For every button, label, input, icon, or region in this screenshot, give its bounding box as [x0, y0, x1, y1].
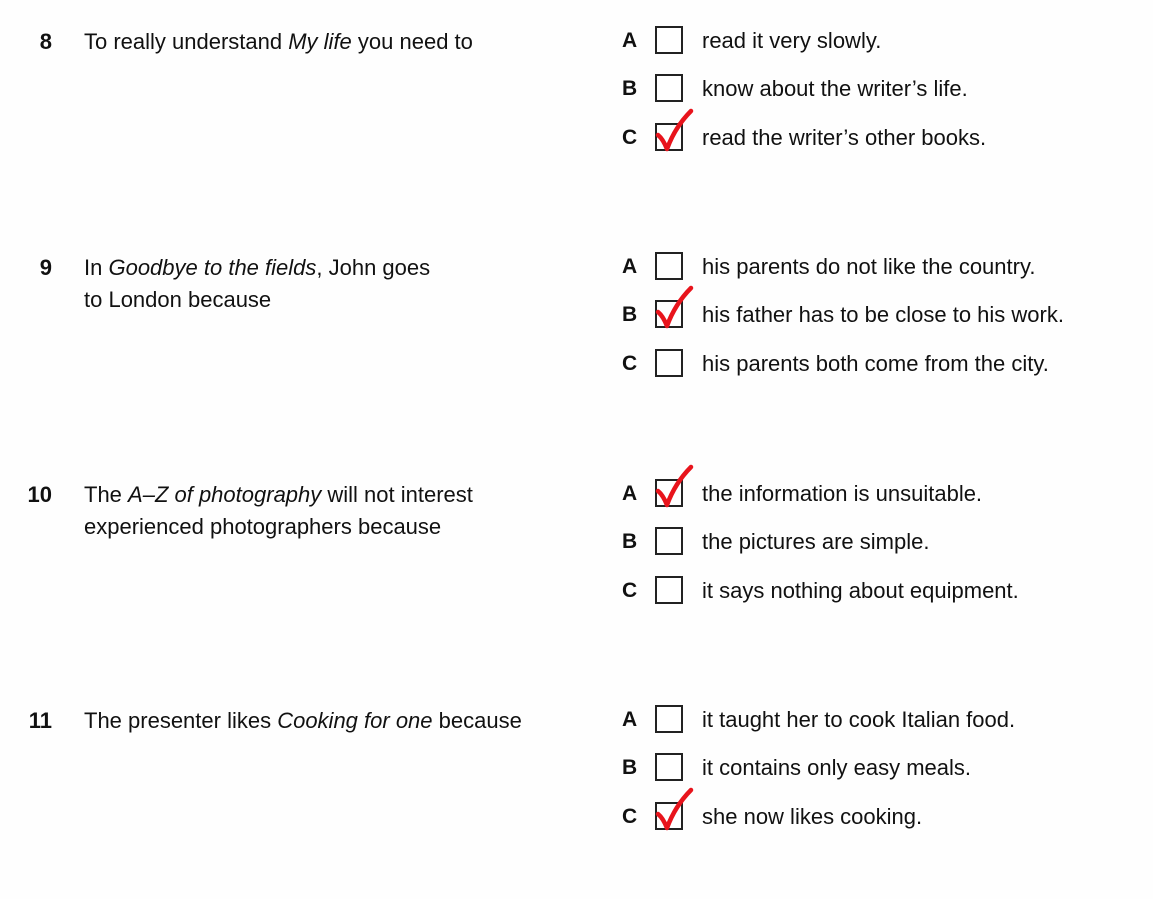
option-letter: A: [622, 29, 638, 52]
answer-checkbox[interactable]: [655, 349, 683, 377]
answer-checkbox[interactable]: [655, 26, 683, 54]
option-text: his parents both come from the city.: [702, 351, 1049, 376]
option-letter: C: [622, 126, 638, 149]
option-text: know about the writer’s life.: [702, 76, 968, 101]
answer-checkbox[interactable]: [655, 123, 683, 151]
option-text: read the writer’s other books.: [702, 125, 987, 150]
question-stem: [84, 252, 589, 316]
option-b[interactable]: [622, 298, 1142, 332]
question-stem: [84, 26, 589, 58]
option-b[interactable]: [622, 72, 1142, 106]
answer-checkbox[interactable]: [655, 300, 683, 328]
option-c[interactable]: [622, 800, 1142, 834]
option-text: his father has to be close to his work.: [702, 302, 1064, 327]
option-letter: B: [622, 530, 638, 553]
question-8: [0, 0, 1153, 150]
check-mark-icon: [655, 109, 695, 157]
question-stem: [84, 479, 589, 543]
stem-text: because: [432, 708, 522, 733]
stem-text: The presenter likes: [84, 708, 278, 733]
stem-text: To really understand: [84, 29, 289, 54]
stem-text: In: [84, 255, 109, 280]
option-text: it contains only easy meals.: [702, 755, 972, 780]
option-letter: A: [622, 482, 638, 505]
answer-checkbox[interactable]: [655, 705, 683, 733]
stem-text: you need to: [351, 29, 473, 54]
option-a[interactable]: [622, 24, 1142, 58]
option-letter: C: [622, 805, 638, 828]
stem-text: The: [84, 482, 129, 507]
stem-italic-title: A–Z of photography: [128, 482, 322, 507]
question-10: [0, 453, 1153, 603]
option-letter: C: [622, 352, 638, 375]
stem-text: experienced photographers because: [84, 514, 442, 539]
option-a[interactable]: [622, 477, 1142, 511]
option-letter: B: [622, 756, 638, 779]
answer-checkbox[interactable]: [655, 576, 683, 604]
stem-italic-title: Cooking for one: [277, 708, 433, 733]
option-text: read it very slowly.: [702, 28, 882, 53]
question-number: 8: [39, 29, 52, 54]
answer-checkbox[interactable]: [655, 479, 683, 507]
option-text: it says nothing about equipment.: [702, 578, 1019, 603]
stem-italic-title: Goodbye to the fields: [108, 255, 317, 280]
question-11: [0, 679, 1153, 829]
option-b[interactable]: [622, 751, 1142, 785]
option-text: the pictures are simple.: [702, 529, 930, 554]
option-letter: A: [622, 708, 638, 731]
answer-checkbox[interactable]: [655, 252, 683, 280]
option-text: his parents do not like the country.: [702, 254, 1036, 279]
option-b[interactable]: [622, 525, 1142, 559]
option-c[interactable]: [622, 574, 1142, 608]
check-mark-icon: [655, 465, 695, 513]
option-a[interactable]: [622, 703, 1142, 737]
stem-text: to London because: [84, 287, 272, 312]
option-text: it taught her to cook Italian food.: [702, 707, 1016, 732]
question-9: [0, 226, 1153, 376]
question-stem: [84, 705, 589, 737]
option-text: the information is unsuitable.: [702, 481, 983, 506]
answer-checkbox[interactable]: [655, 802, 683, 830]
stem-text: will not interest: [321, 482, 473, 507]
option-a[interactable]: [622, 250, 1142, 284]
answer-checkbox[interactable]: [655, 527, 683, 555]
answer-checkbox[interactable]: [655, 74, 683, 102]
question-number: 9: [39, 255, 52, 280]
question-number: 11: [28, 708, 52, 733]
option-letter: B: [622, 303, 638, 326]
stem-text: , John goes: [316, 255, 431, 280]
answer-checkbox[interactable]: [655, 753, 683, 781]
stem-italic-title: My life: [288, 29, 352, 54]
option-letter: B: [622, 77, 638, 100]
option-letter: A: [622, 255, 638, 278]
check-mark-icon: [655, 286, 695, 334]
check-mark-icon: [655, 788, 695, 836]
option-c[interactable]: [622, 121, 1142, 155]
option-text: she now likes cooking.: [702, 804, 923, 829]
option-c[interactable]: [622, 347, 1142, 381]
option-letter: C: [622, 579, 638, 602]
question-number: 10: [27, 482, 52, 507]
